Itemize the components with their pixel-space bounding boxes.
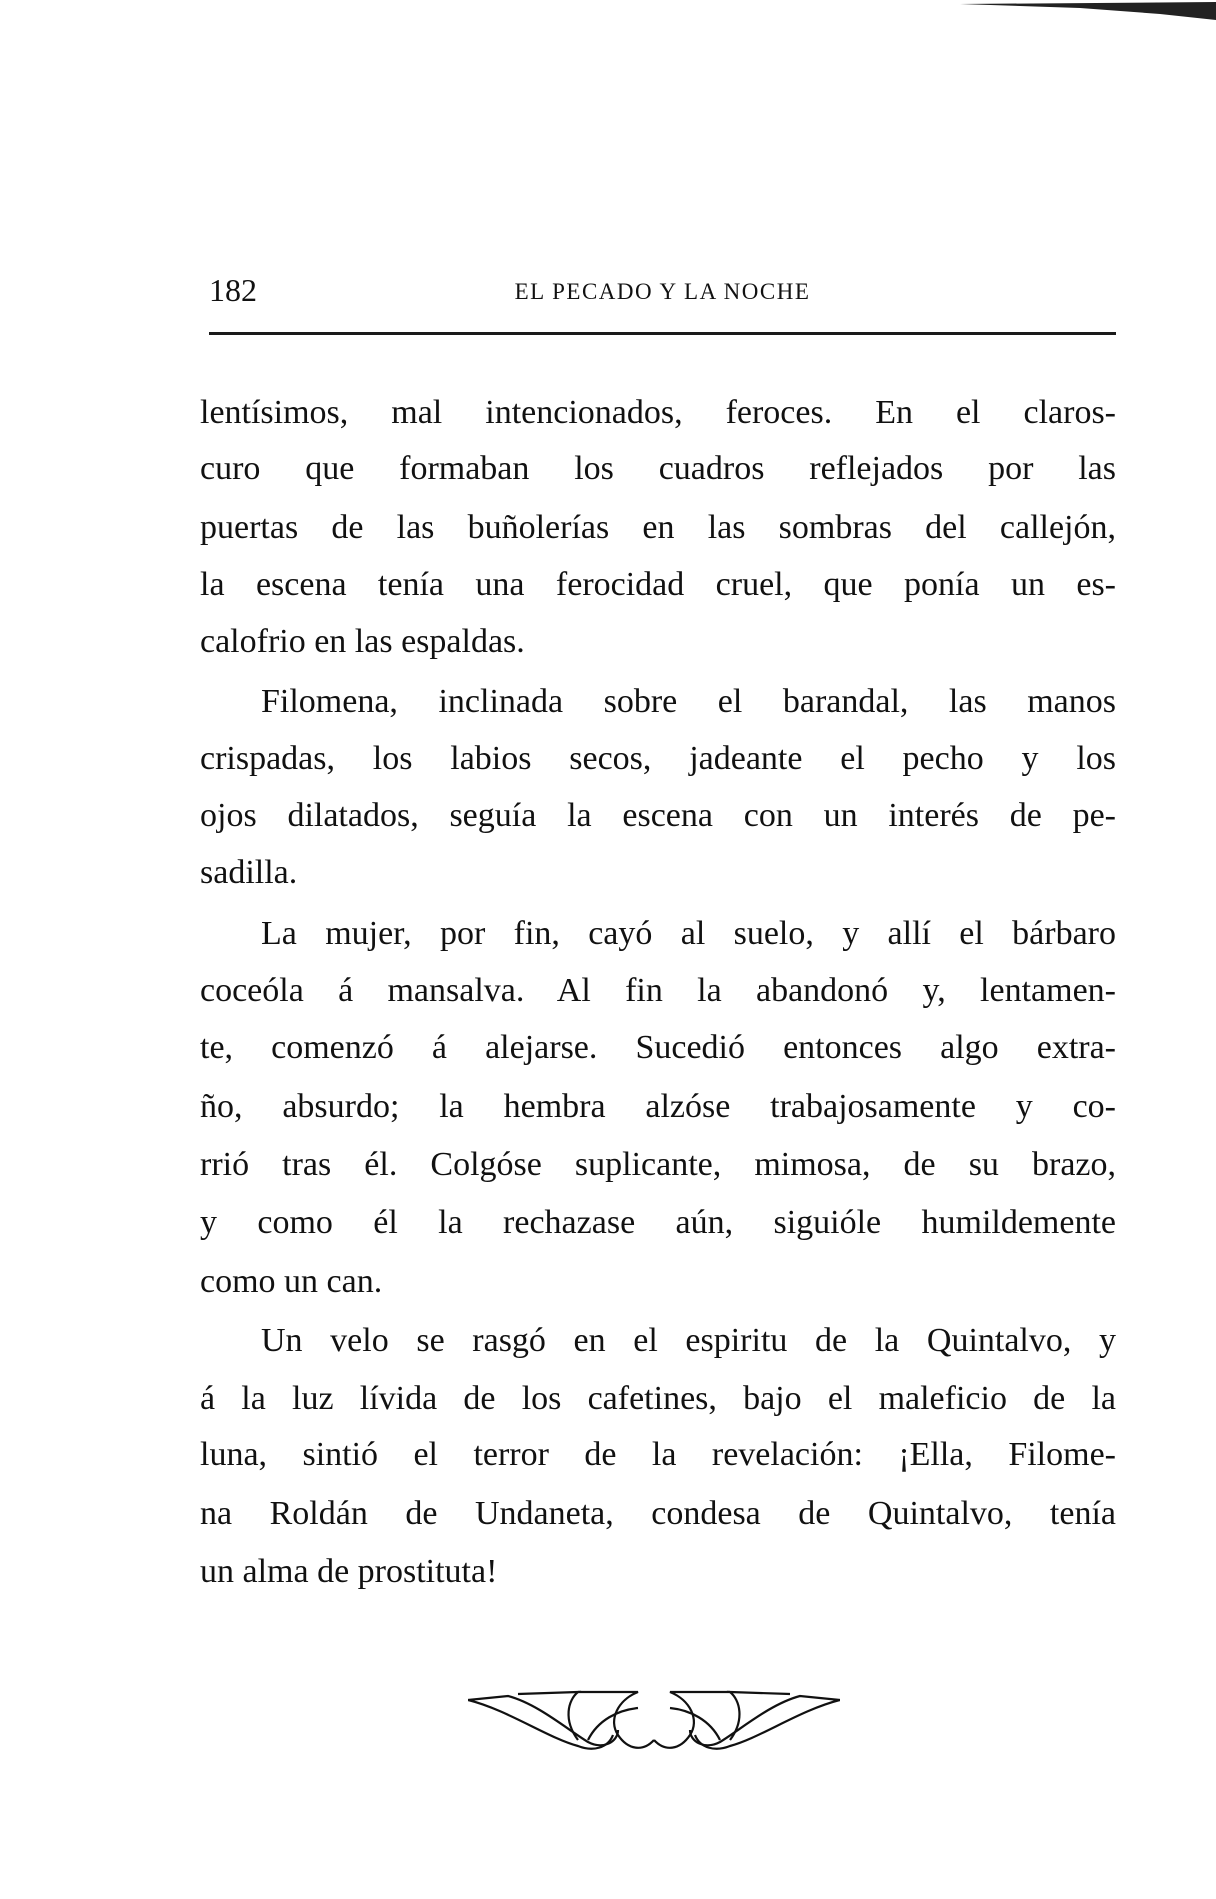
text-line: coceóla á mansalva. Al fin la abandonó y, lentamen- (200, 972, 1116, 1009)
tailpiece-ornament-icon (468, 1690, 840, 1756)
text-line: lentísimos, mal intencionados, feroces. En el claros- (200, 394, 1116, 431)
text-line: Filomena, inclinada sobre el barandal, las manos (261, 683, 1116, 720)
header-rule (209, 332, 1116, 335)
text-line: y como él la rechazase aún, siguióle humildemente (200, 1204, 1116, 1241)
text-line: La mujer, por fin, cayó al suelo, y allí el bárbaro (261, 915, 1116, 952)
running-title: EL PECADO Y LA NOCHE (514, 279, 811, 304)
text-line: como un can. (200, 1263, 383, 1300)
text-line: sadilla. (200, 854, 298, 891)
page-number: 182 (209, 272, 257, 308)
scan-edge-mark (960, 0, 1216, 20)
text-line: Un velo se rasgó en el espiritu de la Quintalvo, y (261, 1322, 1116, 1359)
text-line: na Roldán de Undaneta, condesa de Quintalvo, tenía (200, 1495, 1116, 1532)
text-line: crispadas, los labios secos, jadeante el pecho y los (200, 740, 1116, 777)
text-line: un alma de prostituta! (200, 1553, 498, 1590)
text-line: rrió tras él. Colgóse suplicante, mimosa, de su brazo, (200, 1146, 1116, 1183)
text-line: ño, absurdo; la hembra alzóse trabajosamente y co- (200, 1088, 1116, 1125)
text-line: ojos dilatados, seguía la escena con un interés de pe- (200, 797, 1116, 834)
text-line: curo que formaban los cuadros reflejados por las (200, 450, 1116, 487)
text-line: calofrio en las espaldas. (200, 623, 525, 660)
running-header (209, 270, 1116, 310)
text-line: luna, sintió el terror de la revelación: ¡Ella, Filome- (200, 1436, 1116, 1473)
text-line: puertas de las buñolerías en las sombras del callejón, (200, 509, 1116, 546)
text-line: te, comenzó á alejarse. Sucedió entonces algo extra- (200, 1029, 1116, 1066)
text-line: á la luz lívida de los cafetines, bajo el maleficio de la (200, 1380, 1116, 1417)
text-line: la escena tenía una ferocidad cruel, que ponía un es- (200, 566, 1116, 603)
